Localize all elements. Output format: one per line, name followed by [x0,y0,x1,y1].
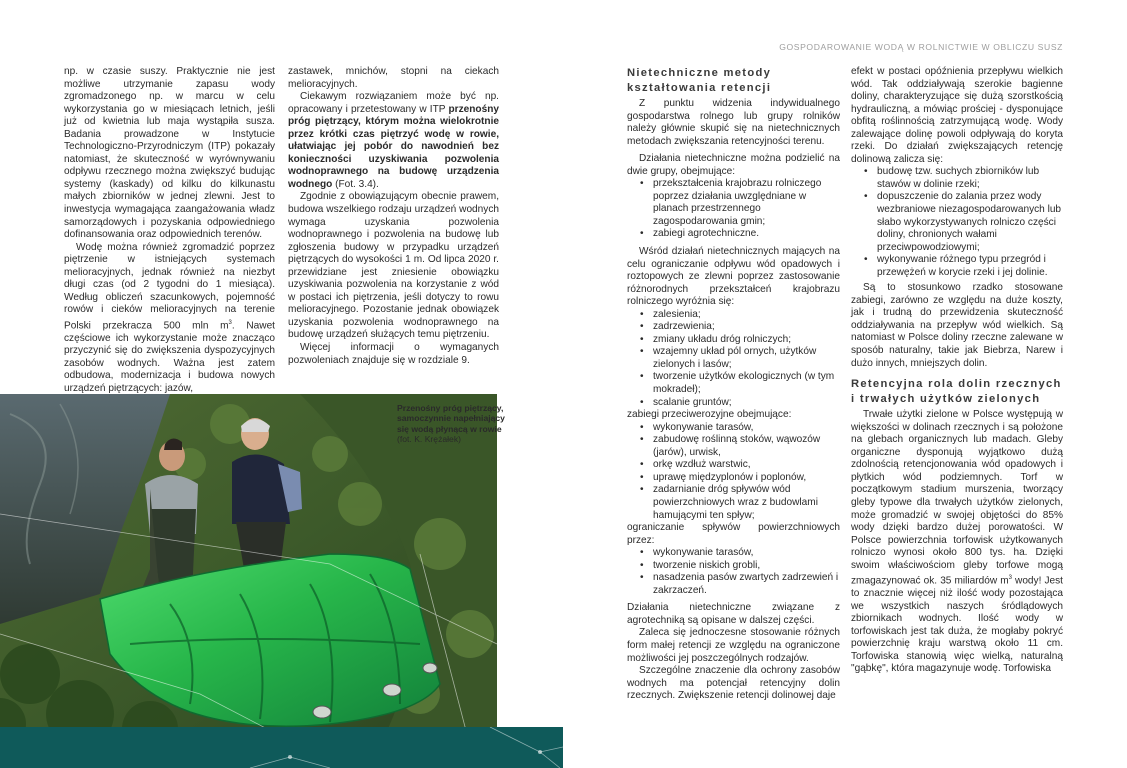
left-text-column-1 [64,66,275,396]
list-item: • zadarnianie dróg spływów wód powierzchniowych wraz z budowlami hamującymi ten spływ; [653,484,840,522]
bold-highlight: przenośny próg piętrzący, którym można wielokrotnie przez krótki czas piętrzyć wodę w rowie, ułatwiając jej pobór do nawodnień bez konieczności uzyskiwania pozwolenia wodnoprawnego na budowę urządzenia wodnego [288,103,499,190]
paragraph: efekt w postaci opóźnienia przepływu wielkich wód. Tak oddziaływają szerokie bagienne doliny, charakteryzujące się dużą szorstkością hydrauliczną, a mówiąc prościej - dysponujące obfitą roślinnością zatrzymującą wodę. Wody zalewające dolinę powoli odpływają do koryta rzeki. Do działań zwiększających retencję dolinową zalicza się: [851,66,1063,165]
list-label: zabiegi przeciwerozyjne obejmujące: [627,409,792,421]
list-item: • tworzenie użytków ekologicznych (w tym mokradeł); [653,371,840,396]
bullet-list-landscape [627,309,840,409]
paragraph: Szczególne znaczenie dla ochrony zasobów wodnych ma potencjał retencyjny dolin rzecznych. Zwiększenie retencji dolinowej daje [627,665,840,702]
list-item: • wykonywanie różnego typu przegród i przewężeń w korycie rzeki i jej dolinie. [877,254,1063,279]
paragraph: zastawek, mnichów, stopni na ciekach melioracyjnych. [288,66,499,90]
list-item: • tworzenie niskich grobli, [653,560,840,573]
figure-photo-portable-weir [0,394,497,746]
right-text-column-1 [627,66,840,703]
list-item: • zmiany układu dróg rolniczych; [653,334,840,347]
list-item: • zalesienia; [653,309,840,322]
paragraph: Więcej informacji o wymaganych pozwoleniach znajduje się w rozdziale 9. [288,342,499,366]
list-item: • orkę wzdłuż warstwic, [653,459,840,472]
paragraph: Trwałe użytki zielone w Polsce występują w większości w dolinach rzecznych i są położone na glebach organicznych lub madach. Gleby organiczne dysponują wyjątkowo dużą zdolnością retencjonowania wód opadowych i płytkich wód podziemnych. Torf w początkowym stadium murszenia, tworzący gleby typowe dla trwałych użytków zielonych, może gromadzić w swojej objętości do 85% wody dzięki bardzo dużej porowatości. W Polsce powierzchnia torfowisk użytkowanych rolniczo wynosi około 800 tys. ha. Dzięki swoim właściwościom gleby torfowe mogą zmagazynować ok. 35 miliardów $m^3$ wody! Jest to znacznie więcej niż ilość wody pozostająca we wszystkich naszych śródlądowych zbiornikach wodnych. Ilość wody w torfowiskach jest tak duża, że mogłaby pokryć powierzchnię kraju warstwą około 11 cm. Torfowiska stanowią więc wielką, naturalną "gąbkę", która magazynuje wodę. Torfowiska [851,409,1063,675]
list-item: • budowę tzw. suchych zbiorników lub stawów w dolinie rzeki; [877,166,1063,191]
paragraph: Wśród działań nietechnicznych mających na celu ograniczanie odpływu wód opadowych i roztopowych ze zlewni poprzez zastosowanie różnorodnych przekształceń krajobrazu rolniczego wyróżnia się: [627,246,840,308]
list-item: • zabudowę roślinną stoków, wąwozów (jarów), urwisk, [653,434,840,459]
paragraph: np. w czasie suszy. Praktycznie nie jest możliwe utrzymanie zapasu wody zgromadzonego np. w marcu w celu wykorzystania go w miesiącach letnich, jeśli już od kwietnia lub maja wystąpiła susza. Badania prowadzone w Instytucie Technologiczno-Przyrodniczym (ITP) pokazały natomiast, że skuteczność w wyrównywaniu odpływu rzecznego można zwiększyć budując systemy (kaskady) od kilku do kilkunastu małych zbiorników w jednej zlewni. Jest to inwestycja wymagająca zaangażowania władz samorządowych i pozyskania odpowiedniego dofinansowania oraz odpowiednich terenów. [64,66,275,241]
right-page [563,0,1127,768]
section-heading-nontechnical: Nietechniczne metody kształtowania retencji [627,67,772,94]
bullet-list-anti-erosion [627,422,840,522]
bullet-list-runoff [627,547,840,597]
paragraph: Działania nietechniczne można podzielić na dwie grupy, obejmujące: [627,153,840,177]
list-item: • uprawę międzyplonów i poplonów, [653,472,840,485]
list-item: • wzajemny układ pól ornych, użytków zielonych i lasów; [653,346,840,371]
list-item: • zabiegi agrotechniczne. [653,228,840,241]
list-item: • przekształcenia krajobrazu rolniczego poprzez działania uwzględniane w planach przestrzennego zagospodarowania gmin; [653,178,840,228]
list-item: • wykonywanie tarasów, [653,422,840,435]
paragraph: Są to stosunkowo rzadko stosowane zabiegi, zarówno ze względu na duże koszty, jak i trudną do przewidzenia skuteczność oddziaływania na przepływ wód wielkich. Są natomiast w Polsce doliny rzeczne zalewane w sposób naturalny, takie jak Biebrza, Narew i dużo innych, mniejszych dolin. [851,282,1063,369]
list-item: • dopuszczenie do zalania przez wody wezbraniowe niezagospodarowanych lub słabo wykorzystywanych rolniczo części doliny, chronionych wałami przeciwpowodziowymi; [877,191,1063,254]
paragraph: Zaleca się jednoczesne stosowanie różnych form małej retencji ze względu na ograniczone możliwości jej poszczególnych rodzajów. [627,627,840,664]
paragraph: Działania nietechniczne związane z agrotechniką są opisane w dalszej części. [627,602,840,626]
list-item: • scalanie gruntów; [653,397,840,410]
bullet-list-groups [627,178,840,241]
bullet-list-valley-retention [851,166,1063,279]
paragraph: Zgodnie z obowiązującym obecnie prawem, budowa wszelkiego rodzaju urządzeń wodnych wymaga uzyskania pozwolenia wodnoprawnego i pozwolenia na budowę lub zgłoszenia budowy w przypadku urządzeń piętrzących do wysokości 1 m. Od lipca 2020 r. przewidziane jest zniesienie obowiązku uzyskiwania pozwolenia na korzystanie z wód w postaci ich piętrzenia, jeśli dotyczy to rowu melioracyjnego. Pozostanie jednak obowiązek uzyskania pozwolenia wodnoprawnego na budowę urządzeń służących temu piętrzeniu. [288,191,499,341]
paragraph: Ciekawym rozwiązaniem może być np. opracowany i przetestowany w ITP przenośny próg piętrzący, którym można wielokrotnie przez krótki czas piętrzyć wodę w rowie, ułatwiając jej pobór do nawodnień bez konieczności uzyskiwania pozwolenia wodnoprawnego na budowę urządzenia wodnego (Fot. 3.4). [288,91,499,190]
list-label: ograniczanie spływów powierzchniowych przez: [627,522,840,546]
decorative-footer-band [0,727,563,768]
paragraph: Wodę można również zgromadzić poprzez piętrzenie w istniejących systemach melioracyjnych, jednak również na niezbyt długi czas (od 2 tygodni do 1 miesiąca). Według obliczeń szacunkowych, pojemność rowów i cieków melioracyjnych na terenie Polski przekracza 500 mln $m^3$. Nawet częściowe ich wykorzystanie może znacząco przyczynić się do zwiększenia dyspozycyjnych zasobów wodnych. Ważna jest zatem odbudowa, modernizacja i budowa nowych urządzeń piętrzących: jazów, [64,241,275,395]
caption-title: Przenośny próg piętrzący, samoczynnie napełniający się wodą płynącą w rowie [397,403,505,434]
list-item: • nasadzenia pasów zwartych zadrzewień i zakrzaczeń. [653,572,840,597]
list-item: • zadrzewienia; [653,321,840,334]
figure-caption [397,403,515,445]
right-text-column-2 [851,66,1063,676]
list-item: • wykonywanie tarasów, [653,547,840,560]
left-page [0,0,563,768]
paragraph: Z punktu widzenia indywidualnego gospodarstwa rolnego lub grupy rolników należy głównie skupić się na nietechnicznych metodach zwiększania retencyjności terenu. [627,98,840,147]
running-header: GOSPODAROWANIE WODĄ W ROLNICTWIE W OBLICZU SUSZ [779,42,1063,52]
photo-credit: (fot. K. Krężałek) [397,434,461,445]
left-text-column-2 [288,66,499,367]
section-heading-river-valleys: Retencyjna rola dolin rzecznych i trwałych użytków zielonych [851,378,1062,405]
